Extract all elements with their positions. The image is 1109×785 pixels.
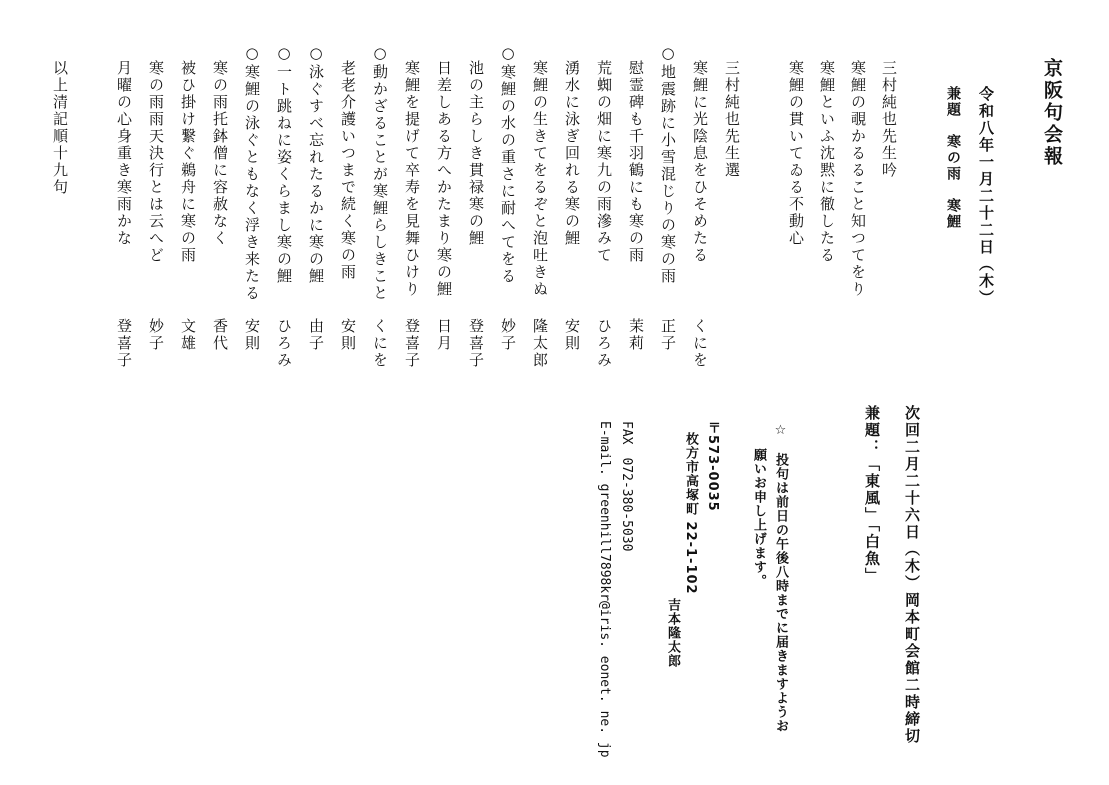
teacher-haiku-2: 寒鯉といふ沈黙に徹したる — [818, 60, 836, 264]
poem-text: ○泳ぐすべ忘れたるかに寒の鯉 — [307, 44, 325, 285]
contact-address: 枚方市高塚町 22-1-102 — [683, 432, 698, 595]
contact-name: 吉本隆太郎 — [665, 598, 680, 668]
poem-author: 登喜子 — [467, 318, 485, 369]
poem-text: 老老介護いつまで続く寒の雨 — [339, 60, 357, 281]
poem-author: 妙子 — [499, 318, 517, 352]
poem-text: 寒鯉の生きてをるぞと泡吐きぬ — [531, 60, 549, 298]
submission-request: ☆ 投句は前日の午後八時までに届きますようお — [773, 423, 788, 733]
meeting-theme: 兼題 寒の雨 寒鯉 — [945, 86, 961, 230]
fax-number: FAX 072-380-5030 — [619, 421, 634, 552]
poem-author: 登喜子 — [403, 318, 421, 369]
poem-text: 湧水に泳ぎ回れる寒の鯉 — [563, 60, 581, 247]
poem-text: 池の主らしき貫禄寒の鯉 — [467, 60, 485, 247]
poem-text: 日差しある方へかたまり寒の鯉 — [435, 60, 453, 298]
teacher-haiku-heading: 三村純也先生吟 — [880, 60, 898, 179]
email-address: E-mail. greenhill7898kr@iris. eonet. ne. jp — [597, 421, 612, 758]
submission-request-cont: 願いお申し上げます。 — [751, 448, 766, 588]
poem-author: 安則 — [563, 318, 581, 352]
poem-author: 妙子 — [147, 318, 165, 352]
selection-heading: 三村純也先生選 — [723, 60, 741, 179]
poem-text: 月曜の心身重き寒雨かな — [115, 60, 133, 247]
poem-text: ○寒鯉の泳ぐともなく浮き来たる — [243, 44, 261, 302]
poem-text: 寒鯉に光陰息をひそめたる — [691, 60, 709, 264]
poem-text: 寒鯉を提げて卒寿を見舞ひけり — [403, 60, 421, 298]
poem-author: 安則 — [243, 318, 261, 352]
poem-text: 寒の雨雨天決行とは云へど — [147, 60, 165, 264]
postal-code: 〒573-0035 — [705, 421, 720, 512]
poem-author: くにを — [371, 318, 389, 369]
poem-text: 荒蜘の畑に寒九の雨滲みて — [595, 60, 613, 264]
poem-author: 隆太郎 — [531, 318, 549, 369]
poem-author: ひろみ — [275, 318, 293, 369]
poem-text: 寒の雨托鉢僧に容赦なく — [211, 60, 229, 247]
poem-author: 登喜子 — [115, 318, 133, 369]
poem-author: ひろみ — [595, 318, 613, 369]
poem-text: ○寒鯉の水の重さに耐へてをる — [499, 44, 517, 285]
poem-text: ○一ト跳ねに姿くらまし寒の鯉 — [275, 44, 293, 285]
teacher-haiku-3: 寒鯉の貫いてゐる不動心 — [787, 60, 805, 247]
newsletter-title: 京阪句会報 — [1041, 58, 1063, 168]
next-meeting: 次回二月二十六日（木）岡本町会館二時締切 — [903, 405, 921, 745]
poem-author: 日月 — [435, 318, 453, 352]
meeting-date: 令和八年一月二十二日（木） — [977, 86, 995, 307]
next-theme: 兼題：「東風」「白魚」 — [863, 405, 881, 585]
poem-author: 香代 — [211, 318, 229, 352]
poem-author: くにを — [691, 318, 709, 369]
poem-author: 茉莉 — [627, 318, 645, 352]
teacher-haiku-1: 寒鯉の覗かるること知つてをり — [849, 60, 867, 298]
poem-author: 安則 — [339, 318, 357, 352]
poem-text: 慰霊碑も千羽鶴にも寒の雨 — [627, 60, 645, 264]
poem-author: 正子 — [659, 318, 677, 352]
poem-text: 被ひ掛け繋ぐ鵜舟に寒の雨 — [179, 60, 197, 264]
poem-text: ○地震跡に小雪混じりの寒の雨 — [659, 44, 677, 285]
poem-text: ○動かざることが寒鯉らしきこと — [371, 44, 389, 302]
poem-author: 由子 — [307, 318, 325, 352]
closing-count: 以上清記順十九句 — [51, 60, 69, 196]
poem-author: 文雄 — [179, 318, 197, 352]
